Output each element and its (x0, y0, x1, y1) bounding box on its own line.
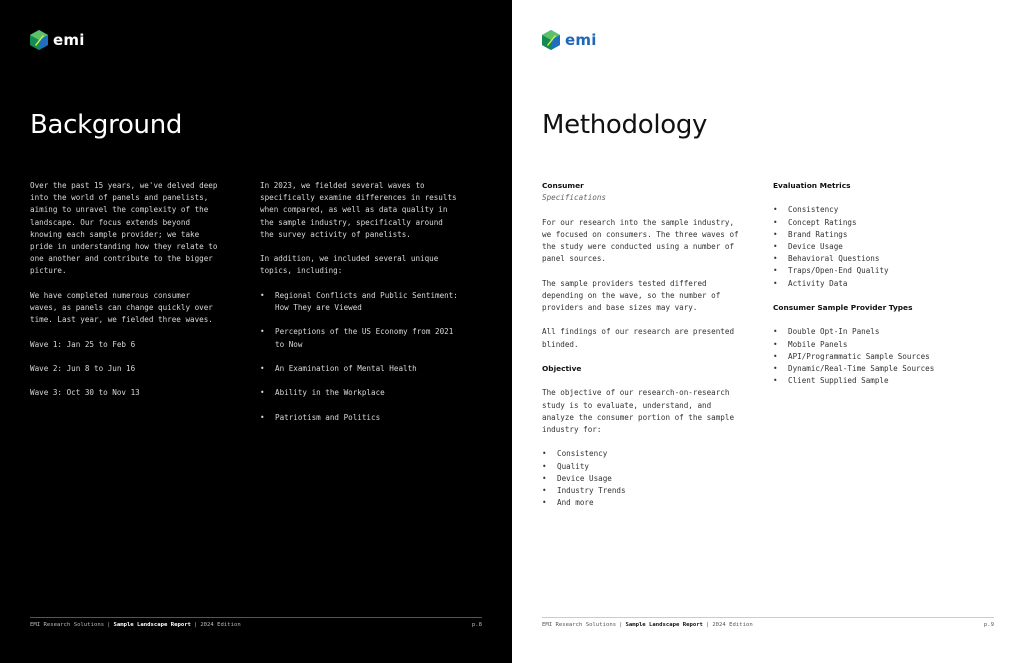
consumer-heading: Consumer (542, 181, 584, 190)
emi-logo-icon (30, 30, 48, 50)
page-title: Methodology (542, 110, 708, 140)
list-item: • Perceptions of the US Economy from 2021 to Now (260, 326, 460, 350)
page-number: p.9 (983, 622, 994, 628)
page-footer (542, 617, 994, 628)
list-item: • Activity Data (773, 278, 973, 290)
brand-logo (30, 30, 85, 50)
intro-paragraph: Over the past 15 years, we've delved deep into the world of panels and panelists, aiming to unravel the complexity of the landscape. Our focus extends beyond knowing each sample provider; we take pride in understanding how they relate to one another and contribute to the bigger picture. (30, 181, 218, 276)
list-item: • API/Programmatic Sample Sources (773, 351, 973, 363)
list-item: • Dynamic/Real-Time Sample Sources (773, 363, 973, 375)
providers-paragraph: The sample providers tested differed depending on the wave, so the number of providers and base sizes may vary. (542, 278, 721, 312)
list-item: • Mobile Panels (773, 339, 973, 351)
provider-types-heading: Consumer Sample Provider Types (773, 303, 913, 312)
page-number: p.8 (471, 622, 482, 628)
list-item: • Device Usage (542, 473, 742, 485)
list-item: • Concept Ratings (773, 217, 973, 229)
background-column-1 (30, 180, 222, 412)
waves-paragraph: We have completed numerous consumer waves, as panels can change quickly over time. Last year, we fielded three waves. (30, 290, 213, 325)
footer-report: Sample Landscape Report (625, 622, 703, 628)
page-title: Background (30, 110, 183, 140)
wave-3-dates: Wave 3: Oct 30 to Nov 13 (30, 388, 140, 398)
objective-paragraph: The objective of our research-on-research study is to evaluate, understand, and analyze the consumer portion of the sample industry for: (542, 388, 735, 434)
consumer-paragraph: For our research into the sample industry, we focused on consumers. The three waves of the study were conducted using a number of panel sources. (542, 217, 739, 264)
footer-edition: 2024 Edition (200, 622, 241, 628)
metrics-heading: Evaluation Metrics (773, 181, 851, 190)
brand-logo (542, 30, 597, 50)
footer-edition: 2024 Edition (712, 622, 753, 628)
footer-credit: EMI Research Solutions | Sample Landscape Report | 2024 Edition (30, 622, 241, 628)
list-item: • Quality (542, 461, 742, 473)
list-item: • An Examination of Mental Health (260, 363, 460, 375)
wave-1-dates: Wave 1: Jan 25 to Feb 6 (30, 339, 136, 349)
consumer-subheading: Specifications (542, 193, 607, 203)
list-item: • Behavioral Questions (773, 253, 973, 265)
brand-name: emi (53, 31, 85, 49)
right-page (512, 0, 1024, 663)
methodology-column-1 (542, 180, 742, 522)
topics-list (260, 290, 460, 424)
blinded-paragraph: All findings of our research are presented blinded. (542, 327, 735, 349)
list-item: • Consistency (542, 448, 742, 460)
list-item: • Brand Ratings (773, 229, 973, 241)
wave-2-dates: Wave 2: Jun 8 to Jun 16 (30, 364, 136, 373)
objective-heading: Objective (542, 363, 582, 373)
list-item: • Ability in the Workplace (260, 387, 460, 399)
fielding-paragraph: In 2023, we fielded several waves to specifically examine differences in results when compared, as well as data quality in the sample industry, specifically around the survey activity of panelists. (260, 181, 457, 239)
list-item: • Regional Conflicts and Public Sentiment: How They are Viewed (260, 290, 460, 314)
background-column-2 (260, 180, 460, 436)
provider-types-list (773, 326, 973, 387)
list-item: • Traps/Open-End Quality (773, 265, 973, 277)
objective-list (542, 448, 742, 509)
list-item: • Industry Trends (542, 485, 742, 497)
footer-credit: EMI Research Solutions | Sample Landscape Report | 2024 Edition (542, 622, 753, 628)
footer-company: EMI Research Solutions (542, 622, 617, 628)
footer-report: Sample Landscape Report (113, 622, 191, 628)
list-item: • And more (542, 497, 742, 509)
list-item: • Patriotism and Politics (260, 412, 460, 424)
list-item: • Consistency (773, 204, 973, 216)
page-footer (30, 617, 482, 628)
footer-company: EMI Research Solutions (30, 622, 105, 628)
metrics-list (773, 204, 973, 289)
topics-intro: In addition, we included several unique topics, including: (260, 254, 439, 276)
methodology-column-2 (773, 180, 973, 400)
emi-logo-icon (542, 30, 560, 50)
list-item: • Device Usage (773, 241, 973, 253)
list-item: • Client Supplied Sample (773, 375, 973, 387)
brand-name: emi (565, 31, 597, 49)
list-item: • Double Opt-In Panels (773, 326, 973, 338)
